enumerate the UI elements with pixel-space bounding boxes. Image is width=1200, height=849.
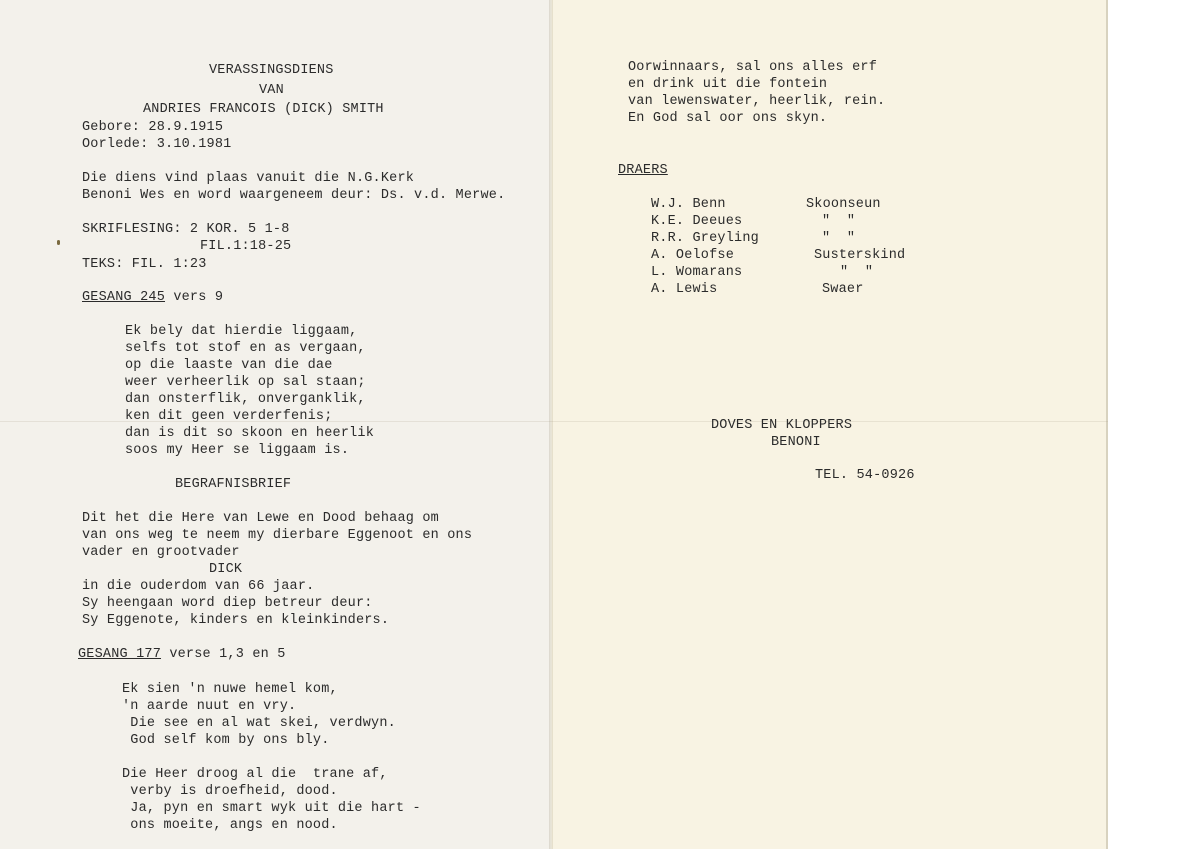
bearer-name: K.E. Deeues [651, 214, 743, 229]
letter-line: Dit het die Here van Lewe en Dood behaag om [82, 511, 439, 526]
bearer-name: R.R. Greyling [651, 231, 759, 246]
lyric-line: 'n aarde nuut en vry. [122, 699, 297, 714]
hymn-2-label: GESANG 177 [78, 647, 162, 662]
verse-line: En God sal oor ons skyn. [628, 111, 828, 126]
deceased-name: ANDRIES FRANCOIS (DICK) SMITH [143, 102, 384, 117]
lyric-line: selfs tot stof en as vergaan, [125, 341, 366, 356]
title-van: VAN [259, 83, 284, 98]
bearer-name: W.J. Benn [651, 197, 726, 212]
lyric-line: Ek sien 'n nuwe hemel kom, [122, 682, 338, 697]
lyric-line: Die see en al wat skei, verdwyn. [122, 716, 396, 731]
bearer-name: A. Lewis [651, 282, 718, 297]
page-fold [549, 0, 553, 849]
lyric-line: soos my Heer se liggaam is. [125, 443, 350, 458]
scripture-reading-2: FIL.1:18-25 [200, 239, 292, 254]
letter-name: DICK [209, 562, 243, 577]
birth-date: Gebore: 28.9.1915 [82, 120, 224, 135]
letter-line: in die ouderdom van 66 jaar. [82, 579, 315, 594]
letter-line: Sy Eggenote, kinders en kleinkinders. [82, 613, 390, 628]
bearer-relation: Susterskind [814, 248, 906, 263]
scripture-reading: SKRIFLESING: 2 KOR. 5 1-8 [82, 222, 290, 237]
verse-line: Oorwinnaars, sal ons alles erf [628, 60, 878, 75]
lyric-line: ons moeite, angs en nood. [122, 818, 338, 833]
service-title: VERASSINGSDIENS [209, 63, 334, 78]
paper-edge [1106, 0, 1108, 849]
undertaker-town: BENONI [771, 435, 821, 450]
sermon-text: TEKS: FIL. 1:23 [82, 257, 207, 272]
letter-line: Sy heengaan word diep betreur deur: [82, 596, 373, 611]
lyric-line: weer verheerlik op sal staan; [125, 375, 366, 390]
undertaker-name: DOVES EN KLOPPERS [711, 418, 853, 433]
lyric-line: Die Heer droog al die trane af, [122, 767, 388, 782]
service-officiant: Benoni Wes en word waargeneem deur: Ds. v.d. Merwe. [82, 188, 506, 203]
hymn-2-verse: verse 1,3 en 5 [161, 647, 286, 662]
lyric-line: verby is droefheid, dood. [122, 784, 338, 799]
verse-line: van lewenswater, heerlik, rein. [628, 94, 886, 109]
letter-line: vader en grootvader [82, 545, 240, 560]
bearer-relation: Swaer [822, 282, 864, 297]
hymn-1-label: GESANG 245 [82, 290, 166, 305]
letter-title: BEGRAFNISBRIEF [175, 477, 292, 492]
bearer-name: A. Oelofse [651, 248, 735, 263]
lyric-line: op die laaste van die dae [125, 358, 333, 373]
ink-spot [57, 240, 60, 245]
hymn-1-heading [82, 289, 223, 306]
lyric-line: God self kom by ons bly. [122, 733, 330, 748]
verse-line: en drink uit die fontein [628, 77, 828, 92]
lyric-line: Ja, pyn en smart wyk uit die hart - [122, 801, 421, 816]
undertaker-phone: TEL. 54-0926 [815, 468, 915, 483]
death-date: Oorlede: 3.10.1981 [82, 137, 232, 152]
hymn-1-verse: vers 9 [165, 290, 224, 305]
bearer-relation: " " [822, 231, 856, 246]
lyric-line: ken dit geen verderfenis; [125, 409, 333, 424]
hymn-2-heading [78, 646, 286, 663]
bearer-relation: " " [840, 265, 874, 280]
bearers-title: DRAERS [618, 163, 668, 178]
bearer-name: L. Womarans [651, 265, 743, 280]
lyric-line: dan onsterflik, onverganklik, [125, 392, 366, 407]
bearer-relation: " " [822, 214, 856, 229]
lyric-line: Ek bely dat hierdie liggaam, [125, 324, 358, 339]
service-location: Die diens vind plaas vanuit die N.G.Kerk [82, 171, 415, 186]
bearer-relation: Skoonseun [806, 197, 881, 212]
lyric-line: dan is dit so skoon en heerlik [125, 426, 375, 441]
letter-line: van ons weg te neem my dierbare Eggenoot en ons [82, 528, 473, 543]
